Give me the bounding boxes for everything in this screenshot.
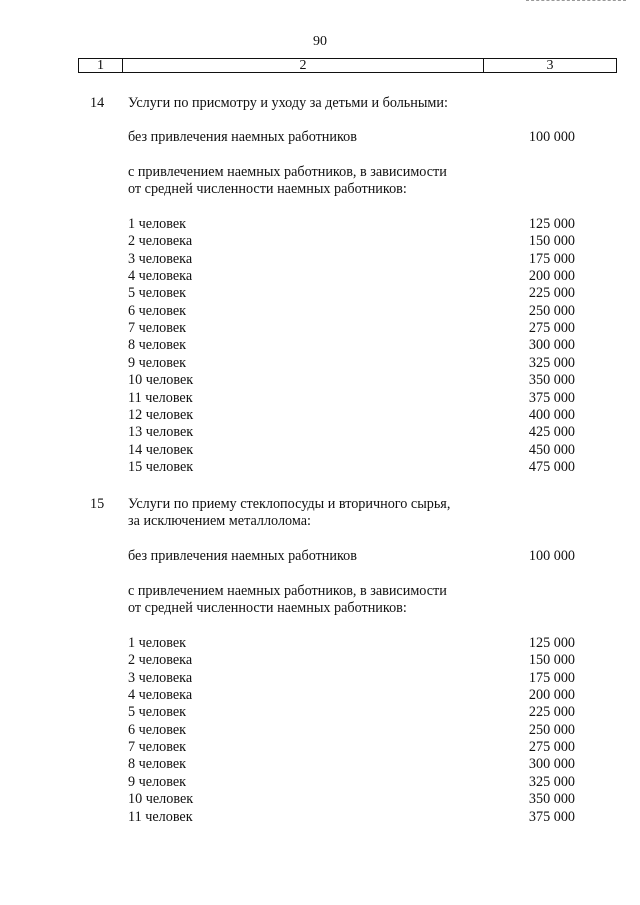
employee-count-label: 6 человек [128,721,187,738]
amount-value: 325 000 [528,354,575,371]
amount-value: 300 000 [528,337,575,354]
amount-value: 375 000 [528,389,575,406]
amount-value: 350 000 [528,372,575,389]
amount-value: 475 000 [528,458,575,475]
section-title-line: Услуги по присмотру и уходу за детьми и больными: [128,95,448,111]
amount-value: 150 000 [528,652,575,669]
employee-count-label: 5 человек [128,285,187,302]
amount-value: 350 000 [528,791,575,808]
amount-value: 150 000 [528,233,575,250]
amount-value: 200 000 [528,687,575,704]
amount-value: 325 000 [528,773,575,790]
employee-count-label: 1 человек [128,635,187,651]
scan-artifact [526,0,626,3]
employee-count-label: 10 человек [128,791,194,808]
without-hired-value: 100 000 [528,548,575,564]
section-number: 14 [90,95,105,111]
amount-value: 200 000 [528,268,575,285]
amount-value: 250 000 [528,302,575,319]
employee-count-label: 7 человек [128,320,187,337]
section-title-line: Услуги по приему стеклопосуды и вторичного сырья, [128,496,451,512]
amount-value: 375 000 [528,808,575,825]
employee-count-label: 12 человек [128,406,194,423]
column-header-row [78,58,617,73]
amount-value: 175 000 [528,669,575,686]
employee-count-label: 2 человека [128,233,193,250]
with-hired-text-line: от средней численности наемных работников: [128,600,407,617]
amount-value: 225 000 [528,704,575,721]
section-number: 15 [90,496,105,512]
section-title-line: за исключением металлолома: [128,513,311,530]
amount-value: 275 000 [528,320,575,337]
column-header-2: 2 [123,59,484,72]
amount-value: 125 000 [528,635,575,651]
employee-count-label: 7 человек [128,739,187,756]
employee-count-label: 15 человек [128,458,194,475]
employee-count-label: 5 человек [128,704,187,721]
amount-value: 400 000 [528,406,575,423]
amount-value: 250 000 [528,721,575,738]
employee-count-label: 9 человек [128,773,187,790]
with-hired-text-line: с привлечением наемных работников, в зависимости [128,164,447,180]
employee-count-label: 10 человек [128,372,194,389]
employee-count-label: 2 человека [128,652,193,669]
employee-count-label: 6 человек [128,302,187,319]
employee-count-label: 3 человека [128,669,193,686]
amount-value: 275 000 [528,739,575,756]
employee-count-label: 4 человека [128,268,193,285]
amount-value: 125 000 [528,216,575,232]
amount-value: 450 000 [528,441,575,458]
without-hired-label: без привлечения наемных работников [128,548,357,564]
employee-count-label: 3 человека [128,250,193,267]
without-hired-value: 100 000 [528,129,575,145]
with-hired-text-line: от средней численности наемных работников: [128,181,407,198]
amount-value: 425 000 [528,424,575,441]
employee-count-label: 1 человек [128,216,187,232]
employee-count-label: 9 человек [128,354,187,371]
employee-count-label: 14 человек [128,441,194,458]
with-hired-text-line: с привлечением наемных работников, в зависимости [128,583,447,599]
employee-count-label: 11 человек [128,389,193,406]
employee-count-label: 13 человек [128,424,194,441]
column-header-1: 1 [79,59,123,72]
amount-value: 225 000 [528,285,575,302]
employee-count-label: 8 человек [128,337,187,354]
amount-value: 175 000 [528,250,575,267]
without-hired-label: без привлечения наемных работников [128,129,357,145]
column-header-3: 3 [546,58,554,73]
employee-count-label: 8 человек [128,756,187,773]
employee-count-label: 4 человека [128,687,193,704]
employee-count-label: 11 человек [128,808,193,825]
amount-value: 300 000 [528,756,575,773]
page-number: 90 [313,34,327,49]
